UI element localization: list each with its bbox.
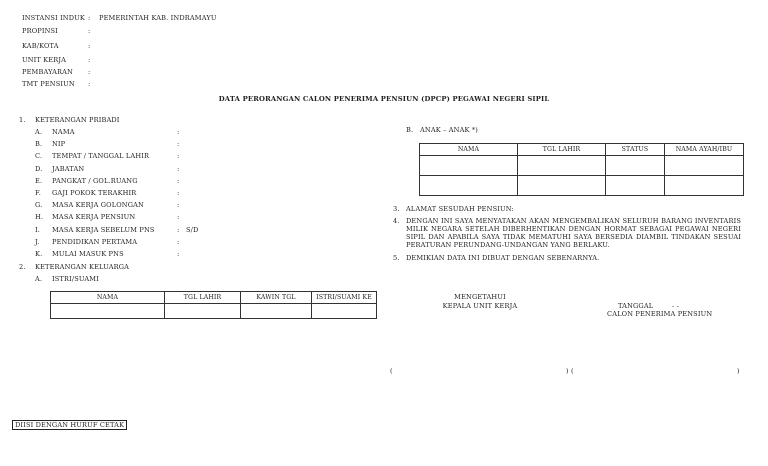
table-cell[interactable] bbox=[665, 156, 744, 176]
signature-paren-mid: ) ( bbox=[566, 367, 574, 375]
item-letter: J. bbox=[35, 238, 40, 246]
item-letter: E. bbox=[35, 177, 43, 185]
signature-tanggal: TANGGAL bbox=[618, 302, 654, 310]
item-colon: : bbox=[177, 226, 180, 234]
table-cell[interactable] bbox=[51, 304, 165, 319]
item-colon: : bbox=[177, 165, 180, 173]
column-header: TGL LAHIR bbox=[518, 144, 606, 156]
section-title: KETERANGAN PRIBADI bbox=[35, 116, 120, 124]
subsection-letter: B. bbox=[406, 126, 414, 134]
table-cell[interactable] bbox=[312, 304, 377, 319]
item-label: MULAI MASUK PNS bbox=[52, 250, 124, 258]
signature-kepala-unit: KEPALA UNIT KERJA bbox=[442, 302, 518, 310]
table-cell[interactable] bbox=[518, 156, 606, 176]
table-header-row bbox=[51, 292, 377, 304]
item-colon: : bbox=[177, 140, 180, 148]
header-label-kabkota: KAB/KOTA bbox=[22, 42, 59, 50]
header-label-tmt: TMT PENSIUN bbox=[22, 80, 75, 88]
item-label: MASA KERJA SEBELUM PNS bbox=[52, 226, 155, 234]
column-header: STATUS bbox=[606, 144, 665, 156]
item-letter: B. bbox=[35, 140, 43, 148]
table-row bbox=[420, 176, 744, 196]
item-colon: : bbox=[177, 238, 180, 246]
header-label-instansi: INSTANSI INDUK bbox=[22, 14, 85, 22]
table-cell[interactable] bbox=[665, 176, 744, 196]
table-row bbox=[51, 304, 377, 319]
item-letter: G. bbox=[35, 201, 43, 209]
header-value-instansi: PEMERINTAH KAB. INDRAMAYU bbox=[99, 14, 217, 22]
header-label-pembayaran: PEMBAYARAN bbox=[22, 68, 73, 76]
item-letter: C. bbox=[35, 152, 43, 160]
section-number: 2. bbox=[19, 263, 26, 271]
column-header: NAMA AYAH/IBU bbox=[665, 144, 744, 156]
signature-paren-open: ( bbox=[390, 367, 393, 375]
item-colon: : bbox=[177, 189, 180, 197]
header-label-propinsi: PROPINSI bbox=[22, 27, 58, 35]
page-title: DATA PERORANGAN CALON PENERIMA PENSIUN (DPCP) PEGAWAI NEGERI SIPIL bbox=[218, 95, 550, 103]
item-label: PENDIDIKAN PERTAMA bbox=[52, 238, 138, 246]
item-label: NIP bbox=[52, 140, 66, 148]
header-colon: : bbox=[88, 27, 91, 35]
column-header: NAMA bbox=[420, 144, 518, 156]
item-value: S/D bbox=[186, 226, 199, 234]
header-colon: : bbox=[88, 68, 91, 76]
item-label: MASA KERJA PENSIUN bbox=[52, 213, 136, 221]
table-header-row bbox=[420, 144, 744, 156]
table-cell[interactable] bbox=[606, 176, 665, 196]
header-colon: : bbox=[88, 14, 91, 22]
signature-paren-close: ) bbox=[737, 367, 740, 375]
header-colon: : bbox=[88, 56, 91, 64]
item-label: PANGKAT / GOL.RUANG bbox=[52, 177, 138, 185]
footer-note: DIISI DENGAN HURUF CETAK bbox=[12, 420, 127, 430]
table-cell[interactable] bbox=[241, 304, 312, 319]
header-colon: : bbox=[88, 42, 91, 50]
subsection-letter: A. bbox=[35, 275, 43, 283]
table-cell[interactable] bbox=[420, 176, 518, 196]
item-label: JABATAN bbox=[52, 165, 85, 173]
item-letter: D. bbox=[35, 165, 43, 173]
item-label: TEMPAT / TANGGAL LAHIR bbox=[52, 152, 150, 160]
item-colon: : bbox=[177, 213, 180, 221]
istri-suami-table bbox=[50, 291, 377, 319]
item-label: GAJI POKOK TERAKHIR bbox=[52, 189, 137, 197]
column-header: KAWIN TGL bbox=[241, 292, 312, 304]
item-colon: : bbox=[177, 177, 180, 185]
table-cell[interactable] bbox=[518, 176, 606, 196]
header-label-unitkerja: UNIT KERJA bbox=[22, 56, 67, 64]
signature-date-dashes: - - bbox=[672, 302, 680, 310]
item-label: MASA KERJA GOLONGAN bbox=[52, 201, 144, 209]
header-colon: : bbox=[88, 80, 91, 88]
subsection-title: ISTRI/SUAMI bbox=[52, 275, 99, 283]
table-cell[interactable] bbox=[420, 156, 518, 176]
section-text: DENGAN INI SAYA MENYATAKAN AKAN MENGEMBALIKAN SELURUH BARANG INVENTARIS MILIK NEGARA SETELAH DIBERHENTIKAN DENGAN HORMAT SEBAGAI PEGAWAI NEGERI SIPIL DAN APABILA SAYA TIDAK MEMATUHI SAYA BERSEDIA DIAMBIL TINDAKAN SESUAI PERATURAN PERUNDANG-UNDANGAN YANG BERLAKU. bbox=[406, 217, 741, 249]
section-number: 5. bbox=[393, 254, 400, 262]
item-letter: H. bbox=[35, 213, 44, 221]
table-row bbox=[420, 156, 744, 176]
item-letter: I. bbox=[35, 226, 41, 234]
column-header: NAMA bbox=[51, 292, 165, 304]
item-letter: K. bbox=[35, 250, 43, 258]
item-colon: : bbox=[177, 152, 180, 160]
column-header: ISTRI/SUAMI KE bbox=[312, 292, 377, 304]
table-cell[interactable] bbox=[606, 156, 665, 176]
signature-mengetahui: MENGETAHUI bbox=[454, 293, 506, 301]
section-text: DEMIKIAN DATA INI DIBUAT DENGAN SEBENARNYA. bbox=[406, 254, 600, 262]
item-colon: : bbox=[177, 250, 180, 258]
table-cell[interactable] bbox=[165, 304, 241, 319]
item-letter: F. bbox=[35, 189, 41, 197]
section-number: 1. bbox=[19, 116, 26, 124]
section-text: ALAMAT SESUDAH PENSIUN: bbox=[406, 205, 514, 213]
signature-calon-penerima: CALON PENERIMA PENSIUN bbox=[607, 310, 713, 318]
anak-table bbox=[419, 143, 744, 196]
item-colon: : bbox=[177, 201, 180, 209]
section-number: 3. bbox=[393, 205, 400, 213]
item-letter: A. bbox=[35, 128, 43, 136]
item-label: NAMA bbox=[52, 128, 75, 136]
section-number: 4. bbox=[393, 217, 400, 225]
subsection-title: ANAK – ANAK *) bbox=[420, 126, 478, 134]
item-colon: : bbox=[177, 128, 180, 136]
section-title: KETERANGAN KELUARGA bbox=[35, 263, 130, 271]
column-header: TGL LAHIR bbox=[165, 292, 241, 304]
